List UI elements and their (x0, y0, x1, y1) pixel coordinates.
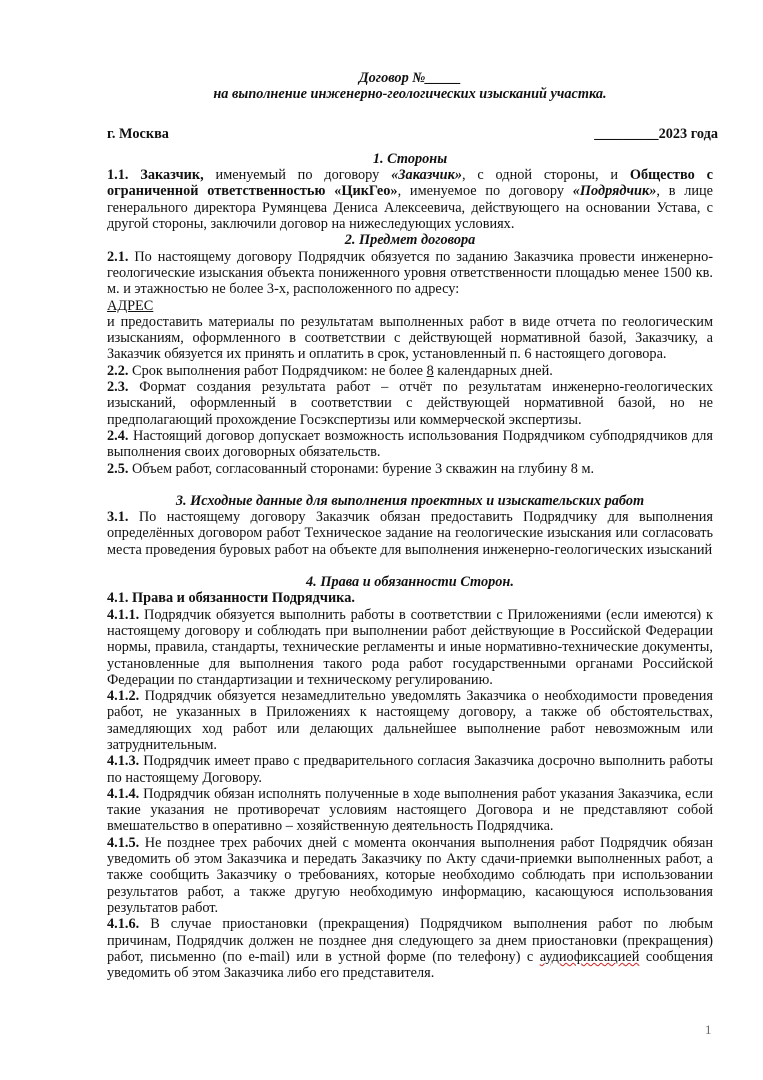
section-3-heading: 3. Исходные данные для выполнения проектных и изыскательских работ (175, 492, 645, 509)
spellcheck-word: аудиофиксацией (539, 948, 640, 965)
clause-4-1-2: 4.1.2. Подрядчик обязуется незамедлительно уведомлять Заказчика о необходимости проведения работ, не указанных в Приложениях к настоящему договору, а также об обстоятельствах, замедляющих ход работ или делающих дальнейшее выполнение работ невозможным или затруднительным. (107, 688, 713, 753)
clause-2-1-continued: и предоставить материалы по результатам выполненных работ в виде отчета по геологическим изысканиям, оформленного в соответствии с действующей нормативной базой, Заказчику, а Заказчик обязуется их принять и оплатить в срок, установленный п. 6 настоящего договора. (107, 313, 713, 363)
contract-subtitle: на выполнение инженерно-геологических изысканий участка. (213, 86, 607, 103)
contract-date: _________2023 года (594, 125, 718, 142)
clause-2-4: 2.4. Настоящий договор допускает возможность использования Подрядчиком субподрядчиков для выполнения своих договорных обязательств. (107, 427, 713, 461)
clause-4-1-6: 4.1.6. В случае приостановки (прекращения) Подрядчиком выполнения работ по любым причинам, Подрядчик должен не позднее дня следующего за днем приостановки (прекращения) работ, письменно (по e-mail) или в устной форме (по телефону) с аудиофиксацией сообщения уведомить об этом Заказчика либо его представителя. (107, 916, 713, 982)
city: г. Москва (107, 125, 169, 142)
clause-3-1: 3.1. По настоящему договору Заказчик обязан предоставить Подрядчику для выполнения определённых договором работ Техническое задание на геологические изыскания или согласовать места проведения буровых работ на объекте для выполнения инженерно-геологических изысканий (107, 509, 713, 558)
section-1-heading: 1. Стороны (372, 150, 448, 167)
clause-2-2: 2.2. Срок выполнения работ Подрядчиком: не более 8 календарных дней. (107, 362, 553, 379)
clause-4-1-3: 4.1.3. Подрядчик имеет право с предварительного согласия Заказчика досрочно выполнить работы по настоящему Договору. (107, 753, 713, 786)
clause-2-3: 2.3. Формат создания результата работ – отчёт по результатам инженерно-геологических изысканий, оформленный в соответствии с действующей нормативной базой, но не предполагающий прохождение Госэкспертизы или коммерческой экспертизы. (107, 379, 713, 428)
clause-2-5: 2.5. Объем работ, согласованный сторонами: бурение 3 скважин на глубину 8 м. (107, 460, 595, 477)
section-2-heading: 2. Предмет договора (344, 232, 476, 249)
spacer (107, 477, 713, 493)
contract-body (107, 70, 718, 982)
clause-2-1: 2.1. По настоящему договору Подрядчик обязуется по заданию Заказчика провести инженерно-геологические изыскания объекта пониженного уровня ответственности площадью менее 1500 кв. м. и этажностью не более 3-х, расположенного по адресу: (107, 248, 713, 298)
clause-4-1-1: 4.1.1. Подрядчик обязуется выполнить работы в соответствии с Приложениями (если имеются) к настоящему договору и соблюдать при выполнении работ действующие в Российской Федерации нормы, правила, стандарты, технические регламенты и иные нормативно-технические документы, установленные для выполнения такого рода работ государственными органами Российской Федерации по стандартизации и техническому регулированию. (107, 606, 713, 688)
spacer (107, 558, 713, 574)
clause-4-1-4: 4.1.4. Подрядчик обязан исполнять полученные в ходе выполнения работ указания Заказчика, если такие указания не противоречат условиям настоящего Договора и не представляют собой вмешательство в оперативно – хозяйственную деятельность Подрядчика. (107, 785, 713, 835)
city-date-line (107, 125, 718, 142)
contract-title: Договор №_____ (358, 70, 462, 86)
subsection-4-1-heading: 4.1. Права и обязанности Подрядчика. (107, 590, 355, 607)
page-number: 1 (705, 1022, 712, 1037)
section-4-heading: 4. Права и обязанности Сторон. (306, 574, 514, 591)
clause-1-1: 1.1. Заказчик, именуемый по договору «Заказчик», с одной стороны, и Общество с ограниченной ответственностью «ЦикГео», именуемое по договору «Подрядчик», в лице генерального директора Румянцева Дениса Алексеевича, действующего на основании Устава, с другой стороны, заключили договор на нижеследующих условиях. (107, 167, 713, 233)
clause-4-1-5: 4.1.5. Не позднее трех рабочих дней с момента окончания выполнения работ Подрядчик обязан уведомить об этом Заказчика и передать Заказчику по Акту сдачи-приемки выполненных работ, а также сообщить Заказчику о требованиях, которые необходимо соблюдать при использовании результатов работ, а также другую необходимую информацию, касающуюся использования результатов работ. (107, 834, 713, 916)
address-placeholder: АДРЕС (107, 297, 154, 314)
